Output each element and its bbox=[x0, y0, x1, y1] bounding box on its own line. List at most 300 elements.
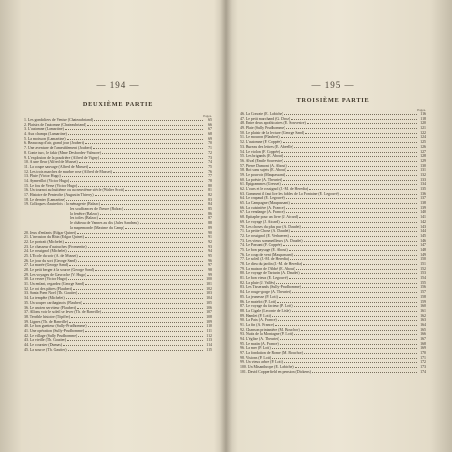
toc-entry-page: 110 bbox=[206, 324, 212, 329]
toc-leader-dots bbox=[283, 243, 417, 246]
toc-entry-page: 77 bbox=[208, 174, 212, 179]
toc-leader-dots bbox=[68, 277, 203, 280]
toc-entry-title: 80. Le voyage de Tartarin (A. Daudet) bbox=[240, 271, 300, 276]
toc-leader-dots bbox=[78, 259, 203, 262]
toc-entry-title: la mapemonde (Maxime du Camp) bbox=[70, 225, 125, 230]
toc-entry-page: 66 bbox=[208, 122, 212, 127]
toc-entry-page: 108 bbox=[206, 314, 212, 319]
toc-leader-dots bbox=[283, 140, 417, 143]
toc-entry-title: 93. Nuits de la Montagne (P. Loti) bbox=[240, 332, 294, 337]
toc-leader-dots bbox=[63, 343, 203, 346]
toc-entry-title: 10. A une fleur (Alfred de Musset) bbox=[24, 160, 78, 165]
toc-entry-title: 47. Le petit marchand (G. Droz) bbox=[240, 116, 291, 121]
toc-entry-title: 77. Le soleil (J.-M. de Heredia) bbox=[240, 257, 290, 262]
toc-leader-dots bbox=[305, 131, 417, 134]
left-pages-label: Pages. bbox=[203, 114, 212, 118]
toc-leader-dots bbox=[85, 141, 203, 144]
toc-leader-dots bbox=[279, 295, 417, 298]
toc-entry-page: 156 bbox=[420, 285, 426, 290]
toc-leader-dots bbox=[101, 202, 203, 205]
toc-entry-page: 157 bbox=[420, 290, 426, 295]
toc-entry-page: 90 bbox=[208, 230, 212, 235]
toc-entry-page: 133 bbox=[420, 177, 426, 182]
toc-leader-dots bbox=[283, 178, 417, 181]
toc-leader-dots bbox=[100, 212, 203, 215]
toc-leader-dots bbox=[85, 282, 203, 285]
toc-entry-title: 50. Le plaisir de la lecture (George Sand) bbox=[240, 130, 305, 135]
toc-entry-title: 84. Le rouge-gorge (A. Theuriet) bbox=[240, 290, 292, 295]
toc-leader-dots bbox=[286, 210, 417, 213]
toc-entry-title: 20. Jeux d'enfants (Edgar Quinet) bbox=[24, 230, 77, 235]
toc-leader-dots bbox=[290, 257, 417, 260]
toc-entry-title: 35. Un souper carthaginois (Flaubert) bbox=[24, 300, 83, 305]
toc-entry-page: 155 bbox=[420, 280, 426, 285]
toc-entry-title: 15. Le fou de Verse (Victor Hugo) bbox=[24, 183, 78, 188]
toc-leader-dots bbox=[284, 154, 417, 157]
toc-entry-title: 97. La fondation de Rome (M. Bouchor) bbox=[240, 351, 304, 356]
right-part-title: TROISIÈME PARTIE bbox=[296, 97, 370, 104]
left-entries bbox=[24, 118, 212, 352]
toc-entry-title: 62. L'ours et le rossignol (J.-M. de Heredia) bbox=[240, 187, 309, 191]
toc-entry-page: 127 bbox=[420, 149, 426, 154]
toc-entry-page: 168 bbox=[420, 341, 426, 346]
toc-entry-title: 36. Le ancien serviteur (Flaubert) bbox=[24, 305, 77, 310]
toc-entry-title: 1. Les gondoliers de Venise (Chateaubriand) bbox=[24, 118, 94, 122]
toc-leader-dots bbox=[277, 300, 417, 303]
toc-entry-page: 111 bbox=[206, 328, 212, 333]
toc-entry-title: 26. Le jour du sort (George Sand) bbox=[24, 258, 77, 263]
left-part-title: DEUXIÈME PARTIE bbox=[82, 101, 154, 108]
toc-entry-page: 153 bbox=[420, 271, 426, 276]
toc-entry-title: 94. L'église (A. Theuriet) bbox=[240, 337, 280, 341]
left-page bbox=[24, 0, 212, 452]
toc-entry-title: 66. La cuisinière (A. France) bbox=[240, 205, 285, 210]
toc-entry-title: 11. La coupe sauvage (Alfred de Musset) bbox=[24, 164, 89, 169]
toc-entry-title: 63. Comment il faut lire les fables de La Fontaine (E. Legouvé) bbox=[240, 191, 339, 196]
toc-leader-dots bbox=[102, 310, 203, 313]
toc-leader-dots bbox=[67, 137, 204, 140]
toc-leader-dots bbox=[289, 248, 417, 251]
toc-entry-page: 120 bbox=[420, 121, 426, 126]
toc-leader-dots bbox=[69, 320, 203, 323]
toc-entry-page: 129 bbox=[420, 158, 426, 163]
toc-entry-page: 121 bbox=[420, 126, 426, 131]
toc-leader-dots bbox=[272, 356, 417, 359]
toc-entry-title: 41. Une opération (Sully-Prudhomme) bbox=[24, 328, 85, 333]
toc-entry-page: 99 bbox=[208, 272, 212, 277]
toc-entry-page: 98 bbox=[208, 268, 212, 272]
toc-leader-dots bbox=[83, 301, 203, 304]
toc-entry-title: 8. Conte turc, le fakir (Mme Desbordes-Valmore) bbox=[24, 150, 101, 155]
toc-leader-dots bbox=[85, 235, 203, 238]
toc-entry-title: 64. Le crapaud (E. Legouvé) bbox=[240, 196, 285, 201]
toc-leader-dots bbox=[292, 309, 417, 312]
toc-entry-page: 173 bbox=[420, 365, 426, 370]
toc-entry-title: 83. Les Tisserands (Sully-Prudhomme) bbox=[240, 285, 301, 290]
toc-entry-page: 68 bbox=[208, 132, 212, 137]
toc-leader-dots bbox=[93, 146, 203, 149]
toc-entry-page: 65 bbox=[208, 118, 212, 122]
toc-leader-dots bbox=[66, 198, 203, 201]
toc-entry-page: 93 bbox=[208, 244, 212, 249]
toc-entry-title: le château de Vannes au dix (Jules Sandeau) bbox=[70, 221, 139, 226]
toc-leader-dots bbox=[275, 323, 417, 326]
toc-leader-dots bbox=[79, 254, 203, 257]
toc-entry-page: 82 bbox=[208, 193, 212, 197]
toc-entry-title: 76. Le coup de vent (Maupassant) bbox=[240, 252, 293, 257]
toc-entry-title: 42. Le village (Sully Prudhomme) bbox=[24, 333, 78, 338]
toc-entry-page: 69 bbox=[208, 136, 212, 141]
toc-entry-title: 89. Hamlet (P. Loti) bbox=[240, 313, 272, 318]
toc-leader-dots bbox=[284, 159, 417, 162]
toc-entry-page: 85 bbox=[208, 207, 212, 212]
toc-leader-dots bbox=[307, 121, 417, 124]
toc-entry-title: 101. David Copperfield en pension (Dickens) bbox=[240, 369, 311, 374]
toc-leader-dots bbox=[88, 324, 203, 327]
toc-entry-page: 172 bbox=[420, 360, 426, 365]
toc-entry-page: 124 bbox=[420, 135, 426, 140]
toc-entry-page: 78 bbox=[208, 178, 212, 183]
toc-entry-title: 27. La marée (George Sand) bbox=[24, 263, 69, 268]
toc-entry-title: 75. Le bon paysage (E. About) bbox=[240, 247, 288, 252]
toc-leader-dots bbox=[94, 118, 203, 121]
toc-leader-dots bbox=[102, 151, 203, 154]
toc-entry-page: 158 bbox=[420, 294, 426, 299]
toc-leader-dots bbox=[302, 285, 417, 288]
toc-entry-title: 40. Le bon guetteur (Sully-Prudhomme) bbox=[24, 324, 87, 329]
toc-entry-page: 147 bbox=[420, 243, 426, 248]
toc-entry-page: 94 bbox=[208, 249, 212, 254]
toc-entry-title: 32. Le roi des pâtres (Flaubert) bbox=[24, 286, 73, 291]
toc-entry-title: 12. Les trois marches de marbre rose (Alfred de Musset) bbox=[24, 169, 112, 174]
toc-leader-dots bbox=[95, 268, 203, 271]
toc-leader-dots bbox=[77, 306, 203, 309]
toc-leader-dots bbox=[278, 318, 417, 321]
toc-entry-title: 71. La petite Chose (A. Daudet) bbox=[240, 229, 290, 234]
toc-leader-dots bbox=[78, 291, 203, 294]
toc-leader-dots bbox=[272, 346, 417, 349]
toc-entry-title: 5. La moisson (Lamartine) bbox=[24, 136, 66, 141]
toc-entry-page: 162 bbox=[420, 313, 426, 318]
toc-entry-page: 104 bbox=[206, 296, 212, 301]
toc-leader-dots bbox=[299, 215, 417, 218]
toc-entry-title: 44. Le coursier (Dumas) bbox=[24, 343, 63, 347]
toc-entry-page: 137 bbox=[420, 196, 426, 201]
toc-entry-title: 33. Santa Poen Noel (Th. Gautier) bbox=[24, 291, 78, 296]
toc-entry-page: 167 bbox=[420, 337, 426, 341]
toc-leader-dots bbox=[304, 351, 417, 354]
toc-entry-page: 136 bbox=[420, 191, 426, 196]
toc-leader-dots bbox=[68, 132, 203, 135]
toc-entry-page: 150 bbox=[420, 257, 426, 262]
toc-leader-dots bbox=[340, 192, 417, 195]
toc-entry-page: 145 bbox=[420, 233, 426, 238]
toc-entry-title: 56. Alval (Emile Souvestre) bbox=[240, 158, 284, 163]
toc-entry-page: 91 bbox=[208, 235, 212, 240]
toc-leader-dots bbox=[286, 126, 417, 129]
toc-entry-title: 6. Beaucoup d'air, grand jour (Joubert) bbox=[24, 141, 85, 146]
toc-entry-title: 67. La vendange (A. France) bbox=[240, 210, 285, 215]
toc-leader-dots bbox=[304, 239, 417, 242]
toc-leader-dots bbox=[67, 338, 203, 341]
toc-leader-dots bbox=[287, 168, 417, 171]
toc-entry-page: 95 bbox=[208, 253, 212, 258]
toc-leader-dots bbox=[288, 164, 417, 167]
toc-leader-dots bbox=[70, 179, 203, 182]
right-pages-label: Pages. bbox=[417, 108, 426, 112]
toc-entry-title: 98. Visions (P. Loti) bbox=[240, 355, 272, 360]
toc-entry-title: 79. La maison de l'Abbé (E. About) bbox=[240, 266, 296, 271]
toc-entry-title: 88. La Cigale (Leconte de Lisle) bbox=[240, 308, 291, 313]
toc-entry-title: 70. Les choses du plus pur (A. Daudet) bbox=[240, 224, 301, 229]
toc-entry-title: 74. Le Passant (F. Coppée) bbox=[240, 243, 282, 248]
toc-leader-dots bbox=[294, 304, 417, 307]
toc-leader-dots bbox=[69, 263, 203, 266]
toc-entry-page: 152 bbox=[420, 266, 426, 271]
toc-leader-dots bbox=[100, 156, 203, 159]
right-entries bbox=[240, 112, 426, 375]
toc-leader-dots bbox=[68, 249, 203, 252]
toc-entry-page: 164 bbox=[420, 322, 426, 327]
toc-entry-title: 38. Terrible histoire (Töpffer) bbox=[24, 314, 71, 319]
toc-entry-title: 43. La vieille (Th. Gautier) bbox=[24, 338, 67, 343]
toc-entry-title: 90. La Paix (A. France) bbox=[240, 318, 277, 323]
toc-entry-title: 95. Le matin (A. France) bbox=[240, 341, 279, 346]
toc-entry-title: 86. Le matelot (P. Loti) bbox=[240, 299, 277, 304]
toc-entry-title: 21. L'invasion du Rhin (Edgar Quinet) bbox=[24, 235, 84, 240]
toc-entry-page: 159 bbox=[420, 299, 426, 304]
toc-entry-title: 60. La poésie (A. Theuriet) bbox=[240, 177, 283, 182]
toc-entry-page: 163 bbox=[420, 318, 426, 323]
toc-entry-page: 148 bbox=[420, 247, 426, 252]
toc-entry-title: 85. La jeunesse (P. Loti) bbox=[240, 294, 278, 299]
toc-entry-page: 97 bbox=[208, 263, 212, 268]
toc-leader-dots bbox=[286, 206, 417, 209]
toc-leader-dots bbox=[125, 226, 203, 229]
toc-entry-page: 73 bbox=[208, 155, 212, 160]
toc-leader-dots bbox=[286, 196, 417, 199]
toc-entry-page: 101 bbox=[206, 282, 212, 287]
toc-entry-title: 78. Le dieu du jardin (J.-M. de Heredia) bbox=[240, 262, 303, 266]
toc-entry-page: 132 bbox=[420, 172, 426, 177]
toc-entry-page: 142 bbox=[420, 219, 426, 224]
toc-entry-page: 106 bbox=[206, 305, 212, 310]
toc-entry-page: 96 bbox=[208, 258, 212, 263]
toc-leader-dots bbox=[281, 150, 417, 153]
toc-entry-page: 71 bbox=[208, 146, 212, 151]
toc-entry-title: 96. La mer (P. Loti) bbox=[240, 346, 271, 351]
toc-entry-page: 143 bbox=[420, 224, 426, 229]
toc-entry-page: 134 bbox=[420, 182, 426, 187]
toc-leader-dots bbox=[291, 229, 417, 232]
toc-entry-title: 19. Colloques d'autrefois : la ménagerie (Balzac) bbox=[24, 202, 101, 207]
toc-entry-title: 7. Une aventure de l'ameublement (Joubert) bbox=[24, 146, 93, 151]
toc-leader-dots bbox=[79, 160, 203, 163]
toc-leader-dots bbox=[78, 334, 203, 337]
toc-entry-page: 174 bbox=[420, 369, 426, 374]
toc-entry-page: 70 bbox=[208, 141, 212, 146]
toc-leader-dots bbox=[68, 348, 203, 351]
toc-entry-title: 65. La Campagne (Maupassant) bbox=[240, 201, 290, 206]
toc-leader-dots bbox=[85, 329, 203, 332]
toc-entry-page: 122 bbox=[420, 130, 426, 135]
toc-entry-title: 22. Le portrait (Michelet) bbox=[24, 239, 64, 244]
toc-entry-title: 29. Les voyages de Gavroche (V. Hugo) bbox=[24, 272, 87, 277]
toc-entry-page: 146 bbox=[420, 238, 426, 243]
toc-leader-dots bbox=[290, 234, 417, 237]
toc-entry-page: 125 bbox=[420, 140, 426, 145]
toc-entry-page: 84 bbox=[208, 202, 212, 207]
toc-entry-title: les souffrances de l'heure (Balzac) bbox=[70, 207, 124, 212]
toc-leader-dots bbox=[281, 135, 417, 138]
toc-entry-page: 113 bbox=[206, 338, 212, 343]
toc-entry-page: 161 bbox=[420, 308, 426, 313]
toc-entry-title: 57. Pierre Dumont (A. About) bbox=[240, 163, 287, 168]
toc-leader-dots bbox=[309, 187, 417, 190]
toc-leader-dots bbox=[286, 173, 417, 176]
toc-entry-title: 25. L'École du soir (A. de Musset) bbox=[24, 253, 78, 258]
toc-entry-title: 73. Les vieux sommeilleurs (A. Daudet) bbox=[240, 238, 303, 243]
toc-entry-page: 75 bbox=[208, 164, 212, 169]
toc-leader-dots bbox=[296, 267, 417, 270]
toc-leader-dots bbox=[281, 220, 417, 223]
toc-entry-title: 49. Plaie (Sully Prudhomme) bbox=[240, 126, 286, 131]
toc-leader-dots bbox=[71, 315, 203, 318]
toc-leader-dots bbox=[294, 253, 417, 256]
toc-entry-page: 86 bbox=[208, 211, 212, 216]
toc-entry-page: 81 bbox=[208, 188, 212, 193]
toc-entry-page: 149 bbox=[420, 252, 426, 257]
toc-leader-dots bbox=[282, 182, 417, 185]
toc-leader-dots bbox=[291, 117, 417, 120]
toc-entry-title: 59. Le pouvoir (Maupassant) bbox=[240, 172, 286, 177]
toc-entry-title: 34. La tempête (Michelet) bbox=[24, 296, 65, 301]
toc-entry-title: 14. Aymerillot (Victor Hugo) bbox=[24, 178, 70, 183]
toc-leader-dots bbox=[65, 240, 203, 243]
toc-leader-dots bbox=[125, 188, 203, 191]
toc-entry-title: 58. Roi sans sujets (E. About) bbox=[240, 168, 287, 173]
toc-entry-page: 92 bbox=[208, 239, 212, 244]
toc-entry-title: 53. Bureau des lettres (E. Abeelle) bbox=[240, 144, 294, 149]
toc-entry-title: la fenêtre (Balzac) bbox=[70, 211, 99, 216]
toc-leader-dots bbox=[301, 271, 417, 274]
toc-leader-dots bbox=[77, 231, 203, 234]
toc-entry-page: 103 bbox=[206, 291, 212, 296]
toc-entry-page: 100 bbox=[206, 277, 212, 282]
toc-leader-dots bbox=[78, 184, 203, 187]
toc-entry-page: 115 bbox=[206, 347, 212, 352]
toc-entry-title: 91. La fin (A. France) bbox=[240, 322, 275, 327]
toc-entry bbox=[24, 348, 212, 353]
toc-leader-dots bbox=[140, 221, 203, 224]
toc-entry-title: 37. Allons voir le soleil se lever (Th. de Banville) bbox=[24, 310, 102, 315]
toc-leader-dots bbox=[284, 360, 417, 363]
toc-entry-title: 72. Le rossignol (E. Verhaeren) bbox=[240, 233, 289, 238]
toc-entry-title: 54. Le violon (F. Coppée) bbox=[240, 149, 281, 154]
toc-leader-dots bbox=[89, 165, 203, 168]
toc-entry-title: les toiles (Balzac) bbox=[70, 216, 98, 221]
toc-leader-dots bbox=[62, 174, 203, 177]
toc-entry-title: 52. L'automne (F. Coppée) bbox=[240, 140, 282, 145]
toc-entry-title: 48. Entre deux apothicaires (E. Souvestre) bbox=[240, 121, 306, 126]
toc-entry-title: 82. La pluie (J. Vallès) bbox=[240, 280, 276, 285]
toc-entry-title: 2. Plaisirs de l'automne (Chateaubriand) bbox=[24, 122, 87, 127]
book-gutter bbox=[220, 0, 232, 452]
toc-leader-dots bbox=[73, 287, 203, 290]
toc-entry-page: 138 bbox=[420, 201, 426, 206]
toc-leader-dots bbox=[113, 170, 203, 173]
toc-entry-title: 30. La veuve (Victor Hugo) bbox=[24, 277, 68, 282]
toc-entry-title: 92. Chanson printanière (M. Bouchor) bbox=[240, 327, 300, 332]
toc-entry-page: 165 bbox=[420, 327, 426, 332]
toc-leader-dots bbox=[301, 328, 417, 331]
toc-entry-page: 88 bbox=[208, 221, 212, 226]
toc-entry-page: 118 bbox=[420, 116, 426, 121]
toc-leader-dots bbox=[294, 145, 417, 148]
toc-entry-title: 45. La source (Th. Gautier) bbox=[24, 347, 67, 352]
toc-leader-dots bbox=[295, 365, 417, 368]
toc-leader-dots bbox=[276, 281, 417, 284]
toc-leader-dots bbox=[280, 337, 417, 340]
left-folio: — 194 — bbox=[96, 80, 140, 90]
toc-entry-title: 68. Épitaphe pour un livre (J. Aicard) bbox=[240, 215, 299, 220]
toc-entry-page: 171 bbox=[420, 355, 426, 360]
toc-entry-page: 160 bbox=[420, 304, 426, 309]
toc-entry-page: 109 bbox=[206, 319, 212, 324]
toc-entry-page: 130 bbox=[420, 163, 426, 168]
toc-entry-page: 105 bbox=[206, 300, 212, 305]
toc-entry-page: 126 bbox=[420, 144, 426, 149]
toc-entry-page: 140 bbox=[420, 210, 426, 215]
toc-entry-title: 39. Lignes (Th. de Banville) bbox=[24, 319, 69, 324]
toc-leader-dots bbox=[272, 314, 417, 317]
right-page bbox=[240, 0, 426, 452]
toc-entry-title: 9. L'explosion de la poudrière (Alfred de Vigny) bbox=[24, 155, 100, 160]
toc-entry-page: 154 bbox=[420, 276, 426, 281]
toc-entry-page: 170 bbox=[420, 351, 426, 356]
toc-entry-page: 131 bbox=[420, 168, 426, 173]
toc-entry-title: 46. La Cravate (E. Labiche) bbox=[240, 112, 284, 116]
toc-entry-title: 87. Le voyage du facteur (P. Loti) bbox=[240, 304, 293, 309]
toc-entry-page: 114 bbox=[206, 343, 212, 347]
toc-entry-title: 81. Le bon vieux (E. Legouvé) bbox=[240, 276, 288, 281]
toc-leader-dots bbox=[124, 207, 203, 210]
toc-entry-page: 72 bbox=[208, 150, 212, 155]
toc-entry-page: 128 bbox=[420, 154, 426, 159]
toc-entry-title: 99. Un vieux arbre (P. Loti) bbox=[240, 360, 283, 365]
toc-entry-page: 89 bbox=[208, 225, 212, 230]
toc-entry-title: 16. Un tournoi au huitième ou au neuvième siècle (Walter Scott) bbox=[24, 188, 125, 193]
toc-entry-title: 31. Un enfant, regardez (George Sand) bbox=[24, 282, 85, 287]
toc-leader-dots bbox=[294, 332, 417, 335]
toc-entry-page: 87 bbox=[208, 216, 212, 221]
toc-entry-page: 112 bbox=[206, 333, 212, 338]
toc-entry-title: 51. Le mouron (Flaubert) bbox=[240, 135, 280, 140]
right-folio: — 195 — bbox=[311, 80, 355, 90]
toc-entry-page: 166 bbox=[420, 332, 426, 337]
toc-entry-title: 28. Le petit berger à la source (George Sand) bbox=[24, 268, 94, 272]
toc-entry-title: 23. Le chasseur d'autruches (Fromentin) bbox=[24, 244, 87, 249]
toc-entry-title: 4. Aux champs (Lamartine) bbox=[24, 132, 67, 137]
toc-entry-page: 139 bbox=[420, 205, 426, 210]
toc-entry-page: 102 bbox=[206, 286, 212, 291]
toc-leader-dots bbox=[303, 262, 417, 265]
toc-leader-dots bbox=[312, 370, 417, 373]
toc-entry-page: 169 bbox=[420, 346, 426, 351]
toc-entry-title: 61. Épigrammes (Gresset) bbox=[240, 182, 281, 187]
toc-entry-page: 144 bbox=[420, 229, 426, 234]
toc-entry-page: 76 bbox=[208, 169, 212, 174]
